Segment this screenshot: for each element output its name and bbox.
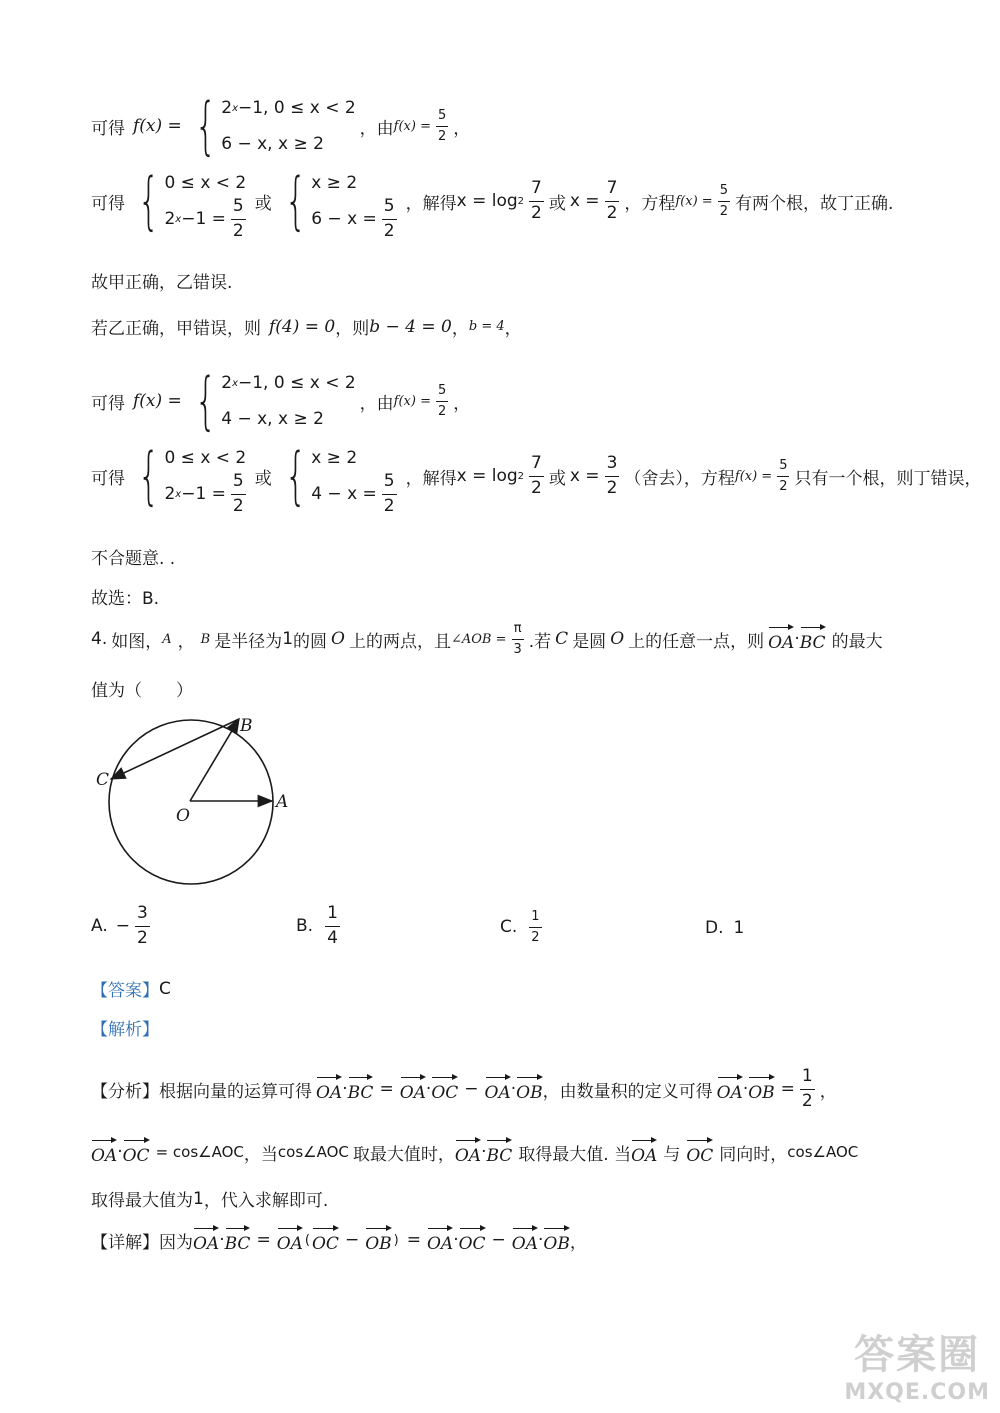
label-c: C — [96, 770, 110, 790]
fraction: $\frac{5}{2}$ — [232, 470, 244, 516]
dot: · — [117, 1142, 123, 1162]
option-key: B. — [296, 916, 314, 937]
text: 的圆 — [293, 631, 328, 652]
solution-line-8 — [91, 584, 159, 609]
text: 取得最大值为 — [91, 1191, 193, 1211]
left-brace: { — [137, 439, 160, 512]
case-1: −1, 0 ≤ x < 2 — [238, 98, 356, 118]
dot: · — [453, 1230, 459, 1250]
text: 的最大 — [831, 631, 883, 652]
fraction: $\frac{1}{2}$ — [801, 1066, 813, 1111]
text: .若 — [528, 631, 552, 652]
text: 只有一个根，则丁错误， — [794, 468, 982, 489]
exponent: x — [175, 488, 182, 500]
text: 如图， — [111, 631, 163, 652]
math: A — [162, 631, 172, 647]
dot: · — [794, 629, 800, 650]
question-4-line-1 — [91, 622, 883, 656]
left-brace: { — [284, 164, 307, 237]
system-row: x ≥ 2 — [311, 448, 358, 468]
analysis-tag-line — [91, 1015, 159, 1040]
vector-oa: OA — [455, 1138, 481, 1166]
text: 取得最大值. 当 — [518, 1144, 632, 1165]
text: ，则 — [335, 319, 370, 339]
math: cos∠AOC — [787, 1143, 859, 1161]
math: x = — [569, 466, 600, 486]
equals: = — [379, 1079, 394, 1100]
case-2: 4 − x, x ≥ 2 — [221, 409, 324, 429]
text: 与 — [663, 1144, 681, 1165]
text: 故选：B. — [91, 589, 160, 609]
math: 1 — [193, 1188, 204, 1209]
dot: · — [510, 1079, 517, 1100]
text: 是半径为 — [214, 631, 283, 652]
equals: = — [780, 1079, 795, 1100]
question-4-line-2 — [91, 676, 193, 701]
solution-line-7 — [91, 544, 175, 569]
fraction: $\frac{5}{2}$ — [437, 382, 447, 419]
fraction: $\frac{7}{2}$ — [606, 177, 618, 223]
label-b: B — [240, 716, 253, 736]
circle-o — [109, 720, 273, 884]
vector-oc: OC — [459, 1226, 486, 1254]
fraction: $\frac{5}{2}$ — [232, 195, 244, 241]
vector-oa: OA — [717, 1075, 743, 1103]
math: ∠AOB = — [450, 631, 507, 647]
option-d[interactable] — [705, 918, 744, 938]
vector-oa: OA — [91, 1138, 117, 1166]
minus: − — [344, 1230, 360, 1250]
text: 【分析】根据向量的运算可得 — [91, 1081, 312, 1102]
text: 上的任意一点，则 — [628, 631, 765, 652]
answer-line — [91, 976, 171, 1001]
text: 可得 — [91, 193, 125, 214]
base: 2 — [164, 209, 176, 229]
analysis-line-1 — [91, 1068, 837, 1111]
function-fx: f(x) = — [133, 116, 182, 136]
vector-oa: OA — [400, 1075, 426, 1103]
dot: · — [538, 1230, 544, 1250]
solution-line-5 — [91, 364, 471, 437]
text: ， — [453, 118, 471, 139]
system-1 — [129, 164, 251, 241]
text: ，当 — [243, 1144, 278, 1165]
detail-line — [91, 1226, 587, 1254]
minus: − — [464, 1079, 479, 1100]
option-key: C. — [500, 917, 518, 938]
vector-ob: OB — [516, 1075, 542, 1103]
case-1-base: 2 — [221, 98, 233, 118]
vector-ob: OB — [365, 1226, 391, 1254]
option-key: A. — [91, 916, 108, 937]
label-o: O — [176, 806, 190, 826]
analysis-tag: 【解析】 — [91, 1020, 159, 1040]
math: x = log — [456, 191, 518, 211]
function-fx: f(x) = — [393, 118, 431, 134]
vector-oa: OA — [427, 1226, 453, 1254]
system-row: −1 = — [181, 209, 226, 229]
text: （舍去），方程 — [624, 468, 735, 489]
piecewise-system — [186, 364, 356, 437]
vector-bc: BC — [348, 1075, 374, 1103]
text: ， — [819, 1081, 837, 1102]
text: ，方程 — [624, 193, 676, 214]
fraction: $\frac{1}{4}$ — [327, 903, 338, 948]
base: 2 — [164, 484, 176, 504]
system-2 — [276, 439, 402, 516]
left-brace: { — [194, 89, 217, 162]
log-base: 2 — [517, 195, 525, 207]
vector-bc: BC — [800, 625, 826, 653]
math: b = 4 — [468, 319, 505, 334]
text: ，由数量积的定义可得 — [542, 1081, 713, 1102]
text: 或 — [548, 193, 566, 214]
dot: · — [219, 1230, 225, 1250]
equals: = — [406, 1230, 421, 1250]
system-row: x ≥ 2 — [311, 173, 358, 193]
text: ，代入求解即可. — [203, 1191, 329, 1211]
fraction: $\frac{5}{2}$ — [779, 457, 788, 494]
vector-oa: OA — [485, 1075, 511, 1103]
option-a[interactable] — [91, 905, 155, 948]
watermark-text: 答案圈 — [854, 1332, 981, 1378]
text: 故甲正确，乙错误. — [91, 273, 233, 293]
text: ，由 — [359, 118, 394, 139]
solution-line-2 — [91, 164, 894, 241]
watermark-url: MXQE.COM — [844, 1380, 990, 1405]
label-a: A — [276, 792, 289, 812]
fraction: $\frac{5}{2}$ — [383, 195, 395, 241]
system-2 — [276, 164, 402, 241]
vector-ob: OB — [543, 1226, 569, 1254]
dot: · — [425, 1079, 432, 1100]
exponent: x — [175, 213, 182, 225]
left-brace: { — [137, 164, 160, 237]
case-2: 6 − x, x ≥ 2 — [221, 134, 324, 154]
text: ，由 — [359, 393, 394, 414]
math: O — [331, 629, 345, 650]
text: 【详解】因为 — [91, 1232, 193, 1253]
text: ，解得 — [405, 193, 457, 214]
math: x = log — [456, 466, 518, 486]
text: 可得 — [91, 468, 125, 489]
fraction: $\frac{5}{2}$ — [719, 182, 728, 219]
vector-oa: OA — [631, 1138, 657, 1166]
system-row: −1 = — [181, 484, 226, 504]
vector-oc: OC — [312, 1226, 339, 1254]
analysis-line-3 — [91, 1186, 328, 1211]
minus: − — [491, 1230, 506, 1250]
watermark — [844, 1323, 990, 1405]
case-1: −1, 0 ≤ x < 2 — [238, 373, 356, 393]
text: ， — [504, 319, 522, 339]
fraction: $\frac{3}{2}$ — [136, 903, 148, 948]
solution-line-3 — [91, 268, 232, 293]
question-number: 4. — [91, 629, 108, 650]
fraction: $\frac{3}{2}$ — [606, 452, 618, 498]
fraction: $\frac{7}{2}$ — [531, 177, 542, 223]
paren: ) — [393, 1232, 399, 1248]
math: b − 4 = 0 — [369, 316, 452, 337]
vector-oa: OA — [768, 625, 794, 653]
option-b[interactable] — [296, 905, 345, 948]
solution-line-6 — [91, 439, 982, 516]
circle-figure — [90, 705, 310, 890]
vector-ob: OB — [748, 1075, 774, 1103]
vector-oa: OA — [512, 1226, 538, 1254]
function-fx: f(x) = — [734, 468, 773, 484]
analysis-line-2 — [91, 1138, 858, 1166]
answer-tag: 【答案】 — [91, 981, 159, 1001]
vector-oa: OA — [193, 1226, 219, 1254]
math: B — [200, 631, 211, 647]
system-row: 0 ≤ x < 2 — [164, 173, 247, 193]
fraction: $\frac{5}{2}$ — [437, 107, 447, 144]
text: 同向时， — [719, 1144, 788, 1165]
function-fx: f(x) = — [133, 391, 182, 411]
text: 可得 — [91, 118, 125, 139]
solution-line-4 — [91, 314, 522, 339]
text: 或 — [254, 468, 272, 489]
math: O — [610, 629, 625, 650]
system-row: 4 − x = — [311, 484, 377, 504]
dot: · — [342, 1079, 348, 1100]
text: 是圆 — [572, 631, 607, 652]
text: 不合题意. . — [91, 549, 176, 569]
text: 或 — [548, 468, 566, 489]
text: ， — [177, 631, 195, 652]
system-1 — [129, 439, 251, 516]
vector-bc: BC — [225, 1226, 251, 1254]
sign: − — [115, 916, 130, 937]
math: x = — [569, 191, 600, 211]
solution-line-1 — [91, 89, 471, 162]
math: 1 — [282, 629, 294, 650]
text: 值为（ ） — [91, 681, 193, 701]
math: cos∠AOC — [277, 1143, 349, 1161]
function-fx: f(x) = — [675, 193, 713, 209]
vector-oc: OC — [123, 1138, 150, 1166]
case-1-base: 2 — [221, 373, 233, 393]
vector-oc: OC — [686, 1138, 713, 1166]
vector-bc: BC — [486, 1138, 512, 1166]
function-fx: f(x) = — [393, 393, 431, 409]
left-brace: { — [194, 364, 217, 437]
system-row: 6 − x = — [311, 209, 377, 229]
left-brace: { — [284, 439, 307, 512]
dot: · — [742, 1079, 749, 1100]
equals: = — [256, 1230, 271, 1250]
piecewise-system — [186, 89, 356, 162]
text: 可得 — [91, 393, 125, 414]
case-1-exponent: x — [232, 102, 238, 114]
option-key: D. — [705, 918, 724, 938]
fraction: $\frac{\pi}{3}$ — [513, 621, 522, 657]
text: 或 — [254, 193, 272, 214]
paren: ( — [304, 1232, 310, 1248]
answer-value: C — [159, 978, 171, 999]
vector-oa: OA — [277, 1226, 303, 1254]
math: f(4) = 0 — [269, 316, 336, 337]
vector-oc: OC — [431, 1075, 458, 1103]
text: ， — [569, 1232, 587, 1253]
system-row: 0 ≤ x < 2 — [164, 448, 247, 468]
text: ， — [451, 319, 469, 339]
fraction: $\frac{7}{2}$ — [531, 452, 542, 498]
fraction: $\frac{1}{2}$ — [531, 909, 540, 945]
text: ， — [453, 393, 471, 414]
log-base: 2 — [517, 470, 525, 482]
fraction: $\frac{5}{2}$ — [383, 470, 395, 516]
text: 取最大值时， — [352, 1144, 455, 1165]
math: C — [555, 629, 569, 650]
option-c[interactable] — [500, 910, 547, 944]
math: = cos∠AOC — [155, 1143, 244, 1161]
text: 有两个根，故丁正确. — [734, 193, 894, 214]
text: 若乙正确，甲错误，则 — [91, 319, 261, 339]
option-value: 1 — [733, 918, 745, 938]
text: ，解得 — [405, 468, 457, 489]
text: 上的两点，且 — [348, 631, 451, 652]
vector-bc-arrow — [111, 719, 239, 779]
dot: · — [481, 1142, 487, 1162]
case-1-exponent: x — [232, 377, 238, 389]
vector-oa: OA — [316, 1075, 342, 1103]
